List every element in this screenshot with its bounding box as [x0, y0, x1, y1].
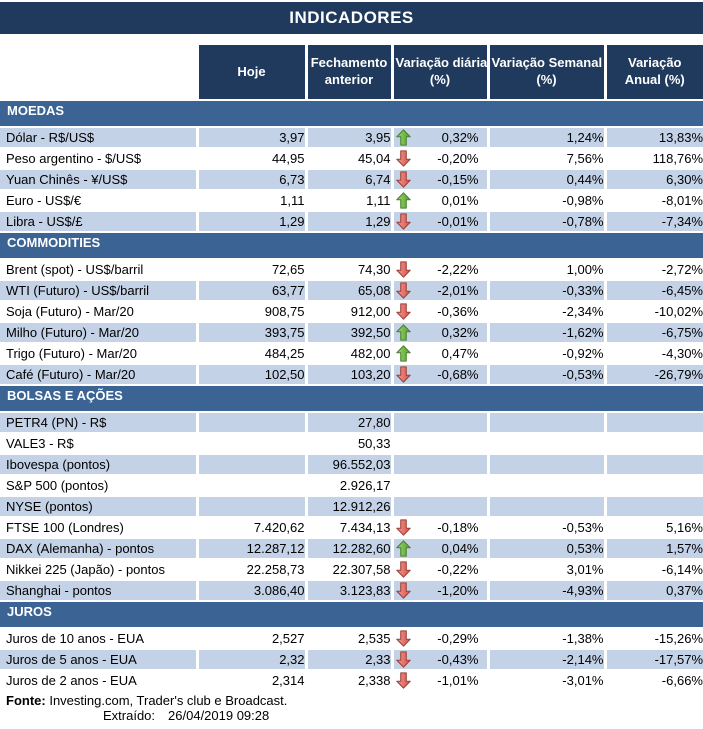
- cell-variacao-anual: 1,57%: [605, 538, 703, 559]
- cell-variacao-anual: 13,83%: [605, 127, 703, 148]
- cell-variacao-diaria: [392, 127, 488, 148]
- table-row: [0, 364, 703, 385]
- cell-variacao-anual: -17,57%: [605, 649, 703, 670]
- table-row: [0, 628, 703, 649]
- cell-variacao-anual: [605, 454, 703, 475]
- cell-hoje: 102,50: [197, 364, 306, 385]
- row-label: Milho (Futuro) - Mar/20: [0, 322, 197, 343]
- row-label: NYSE (pontos): [0, 496, 197, 517]
- title-gap: [0, 34, 703, 45]
- cell-fechamento-anterior: 2,338: [306, 670, 392, 691]
- cell-fechamento-anterior: 2,535: [306, 628, 392, 649]
- indicators-report: [0, 2, 703, 723]
- table-row: [0, 211, 703, 232]
- table-body: [0, 100, 703, 691]
- cell-fechamento-anterior: 3.123,83: [306, 580, 392, 601]
- trend-down-arrow-icon: [396, 672, 412, 689]
- table-row: [0, 412, 703, 433]
- cell-variacao-anual: -6,75%: [605, 322, 703, 343]
- row-label: Juros de 5 anos - EUA: [0, 649, 197, 670]
- trend-up-arrow-icon: [396, 192, 412, 209]
- cell-variacao-anual: -15,26%: [605, 628, 703, 649]
- cell-variacao-anual: [605, 412, 703, 433]
- cell-variacao-semanal: 0,44%: [488, 169, 605, 190]
- footer-extracted-value: 26/04/2019 09:28: [168, 708, 270, 723]
- cell-hoje: 72,65: [197, 259, 306, 280]
- trend-down-arrow-icon: [396, 303, 412, 320]
- row-label: Euro - US$/€: [0, 190, 197, 211]
- section-row-moedas: [0, 100, 703, 127]
- trend-down-arrow-icon: [396, 150, 411, 167]
- variacao-diaria-value: 0,47%: [441, 346, 479, 361]
- trend-up-arrow-icon: [396, 540, 411, 557]
- cell-hoje: 393,75: [197, 322, 306, 343]
- row-label: Juros de 2 anos - EUA: [0, 670, 197, 691]
- trend-up-arrow-icon: [396, 540, 412, 557]
- column-header-blank: [0, 45, 197, 100]
- cell-variacao-diaria: [392, 517, 488, 538]
- section-row-commodities: [0, 232, 703, 259]
- table-row: [0, 496, 703, 517]
- cell-fechamento-anterior: 74,30: [306, 259, 392, 280]
- cell-hoje: 1,11: [197, 190, 306, 211]
- cell-hoje: [197, 454, 306, 475]
- cell-variacao-anual: -7,34%: [605, 211, 703, 232]
- cell-variacao-diaria: [392, 322, 488, 343]
- trend-down-arrow-icon: [396, 630, 411, 647]
- table-row: [0, 301, 703, 322]
- cell-fechamento-anterior: 45,04: [306, 148, 392, 169]
- cell-variacao-diaria: [392, 580, 488, 601]
- cell-variacao-semanal: -2,34%: [488, 301, 605, 322]
- cell-fechamento-anterior: 3,95: [306, 127, 392, 148]
- table-row: [0, 127, 703, 148]
- trend-up-arrow-icon: [396, 129, 412, 146]
- cell-hoje: 6,73: [197, 169, 306, 190]
- column-header-variacao-diaria: Variação diária (%): [392, 45, 488, 100]
- footer-extracted: [0, 708, 703, 723]
- trend-down-arrow-icon: [396, 672, 411, 689]
- trend-down-arrow-icon: [396, 561, 411, 578]
- section-header-bolsas-e-acoes: BOLSAS E AÇÕES: [0, 385, 703, 412]
- cell-variacao-semanal: -0,53%: [488, 517, 605, 538]
- cell-variacao-diaria: [392, 628, 488, 649]
- trend-down-arrow-icon: [396, 282, 411, 299]
- footer-source-text: Investing.com, Trader's club e Broadcast.: [49, 693, 288, 708]
- row-label: Brent (spot) - US$/barril: [0, 259, 197, 280]
- trend-down-arrow-icon: [396, 150, 412, 167]
- cell-hoje: [197, 496, 306, 517]
- cell-fechamento-anterior: 22.307,58: [306, 559, 392, 580]
- cell-fechamento-anterior: 65,08: [306, 280, 392, 301]
- cell-variacao-semanal: -3,01%: [488, 670, 605, 691]
- trend-up-arrow-icon: [396, 324, 411, 341]
- cell-variacao-anual: [605, 433, 703, 454]
- variacao-diaria-value: -2,22%: [437, 262, 479, 277]
- footer: [0, 693, 703, 723]
- cell-fechamento-anterior: 2.926,17: [306, 475, 392, 496]
- trend-up-arrow-icon: [396, 192, 411, 209]
- trend-up-arrow-icon: [396, 129, 411, 146]
- variacao-diaria-value: -0,01%: [437, 214, 479, 229]
- trend-down-arrow-icon: [396, 630, 412, 647]
- cell-fechamento-anterior: 27,80: [306, 412, 392, 433]
- trend-down-arrow-icon: [396, 651, 412, 668]
- cell-hoje: 484,25: [197, 343, 306, 364]
- cell-variacao-semanal: -1,62%: [488, 322, 605, 343]
- cell-variacao-semanal: 1,24%: [488, 127, 605, 148]
- cell-hoje: 2,314: [197, 670, 306, 691]
- row-label: WTI (Futuro) - US$/barril: [0, 280, 197, 301]
- footer-source: [0, 693, 703, 708]
- row-label: Peso argentino - $/US$: [0, 148, 197, 169]
- variacao-diaria-value: -0,18%: [437, 520, 479, 535]
- cell-variacao-anual: 5,16%: [605, 517, 703, 538]
- row-label: Nikkei 225 (Japão) - pontos: [0, 559, 197, 580]
- cell-hoje: 3,97: [197, 127, 306, 148]
- cell-variacao-semanal: 1,00%: [488, 259, 605, 280]
- table-row: [0, 649, 703, 670]
- cell-variacao-semanal: -4,93%: [488, 580, 605, 601]
- cell-hoje: 63,77: [197, 280, 306, 301]
- variacao-diaria-value: 0,01%: [441, 193, 479, 208]
- table-row: [0, 517, 703, 538]
- trend-down-arrow-icon: [396, 261, 411, 278]
- cell-variacao-diaria: [392, 364, 488, 385]
- row-label: Shanghai - pontos: [0, 580, 197, 601]
- table-row: [0, 433, 703, 454]
- cell-hoje: [197, 433, 306, 454]
- cell-variacao-anual: -6,66%: [605, 670, 703, 691]
- trend-down-arrow-icon: [396, 282, 412, 299]
- cell-hoje: [197, 475, 306, 496]
- row-label: Café (Futuro) - Mar/20: [0, 364, 197, 385]
- indicators-table: [0, 45, 703, 692]
- variacao-diaria-value: -0,22%: [437, 562, 479, 577]
- row-label: DAX (Alemanha) - pontos: [0, 538, 197, 559]
- cell-variacao-semanal: -0,92%: [488, 343, 605, 364]
- table-row: [0, 670, 703, 691]
- variacao-diaria-value: -0,29%: [437, 631, 479, 646]
- table-row: [0, 148, 703, 169]
- trend-down-arrow-icon: [396, 519, 411, 536]
- cell-variacao-anual: [605, 475, 703, 496]
- cell-hoje: [197, 412, 306, 433]
- cell-variacao-anual: -8,01%: [605, 190, 703, 211]
- cell-fechamento-anterior: 482,00: [306, 343, 392, 364]
- table-row: [0, 538, 703, 559]
- cell-variacao-anual: -4,30%: [605, 343, 703, 364]
- row-label: PETR4 (PN) - R$: [0, 412, 197, 433]
- section-row-bolsas-e-acoes: [0, 385, 703, 412]
- table-row: [0, 190, 703, 211]
- cell-variacao-diaria: [392, 259, 488, 280]
- trend-down-arrow-icon: [396, 519, 412, 536]
- trend-up-arrow-icon: [396, 345, 411, 362]
- cell-fechamento-anterior: 50,33: [306, 433, 392, 454]
- cell-variacao-semanal: -1,38%: [488, 628, 605, 649]
- cell-variacao-semanal: -0,53%: [488, 364, 605, 385]
- variacao-diaria-value: -0,43%: [437, 652, 479, 667]
- table-row: [0, 580, 703, 601]
- column-header-variacao-semanal: Variação Semanal (%): [488, 45, 605, 100]
- cell-fechamento-anterior: 7.434,13: [306, 517, 392, 538]
- cell-variacao-anual: -26,79%: [605, 364, 703, 385]
- cell-variacao-diaria: [392, 211, 488, 232]
- trend-down-arrow-icon: [396, 366, 412, 383]
- cell-variacao-semanal: 7,56%: [488, 148, 605, 169]
- cell-variacao-diaria: [392, 670, 488, 691]
- section-header-moedas: MOEDAS: [0, 100, 703, 127]
- row-label: S&P 500 (pontos): [0, 475, 197, 496]
- cell-hoje: 22.258,73: [197, 559, 306, 580]
- trend-down-arrow-icon: [396, 582, 411, 599]
- cell-variacao-diaria: [392, 475, 488, 496]
- cell-variacao-anual: [605, 496, 703, 517]
- table-row: [0, 343, 703, 364]
- cell-variacao-semanal: [488, 475, 605, 496]
- trend-down-arrow-icon: [396, 303, 411, 320]
- variacao-diaria-value: 0,32%: [441, 130, 479, 145]
- cell-variacao-semanal: -0,78%: [488, 211, 605, 232]
- column-header-hoje: Hoje: [197, 45, 306, 100]
- cell-hoje: 908,75: [197, 301, 306, 322]
- cell-variacao-anual: -6,45%: [605, 280, 703, 301]
- cell-fechamento-anterior: 96.552,03: [306, 454, 392, 475]
- footer-source-label: Fonte:: [6, 693, 46, 708]
- trend-down-arrow-icon: [396, 171, 411, 188]
- row-label: Juros de 10 anos - EUA: [0, 628, 197, 649]
- cell-fechamento-anterior: 392,50: [306, 322, 392, 343]
- cell-variacao-diaria: [392, 538, 488, 559]
- cell-variacao-semanal: -0,98%: [488, 190, 605, 211]
- trend-down-arrow-icon: [396, 651, 411, 668]
- cell-variacao-diaria: [392, 454, 488, 475]
- cell-variacao-semanal: 0,53%: [488, 538, 605, 559]
- column-header-variacao-anual: Variação Anual (%): [605, 45, 703, 100]
- cell-fechamento-anterior: 103,20: [306, 364, 392, 385]
- table-row: [0, 280, 703, 301]
- table-row: [0, 259, 703, 280]
- section-row-juros: [0, 601, 703, 628]
- variacao-diaria-value: 0,32%: [441, 325, 479, 340]
- cell-variacao-diaria: [392, 169, 488, 190]
- variacao-diaria-value: -2,01%: [437, 283, 479, 298]
- cell-variacao-semanal: [488, 412, 605, 433]
- cell-variacao-diaria: [392, 412, 488, 433]
- row-label: VALE3 - R$: [0, 433, 197, 454]
- trend-down-arrow-icon: [396, 171, 412, 188]
- section-header-juros: JUROS: [0, 601, 703, 628]
- trend-down-arrow-icon: [396, 213, 412, 230]
- table-row: [0, 322, 703, 343]
- variacao-diaria-value: -0,15%: [437, 172, 479, 187]
- row-label: Dólar - R$/US$: [0, 127, 197, 148]
- cell-fechamento-anterior: 1,11: [306, 190, 392, 211]
- trend-down-arrow-icon: [396, 582, 412, 599]
- cell-variacao-anual: 118,76%: [605, 148, 703, 169]
- trend-up-arrow-icon: [396, 324, 412, 341]
- cell-variacao-semanal: [488, 454, 605, 475]
- trend-down-arrow-icon: [396, 213, 411, 230]
- cell-variacao-anual: -10,02%: [605, 301, 703, 322]
- table-row: [0, 475, 703, 496]
- cell-variacao-anual: -2,72%: [605, 259, 703, 280]
- cell-hoje: 7.420,62: [197, 517, 306, 538]
- cell-hoje: 1,29: [197, 211, 306, 232]
- cell-hoje: 2,527: [197, 628, 306, 649]
- cell-variacao-semanal: [488, 496, 605, 517]
- cell-variacao-diaria: [392, 343, 488, 364]
- cell-variacao-semanal: -0,33%: [488, 280, 605, 301]
- row-label: Trigo (Futuro) - Mar/20: [0, 343, 197, 364]
- cell-fechamento-anterior: 12.912,26: [306, 496, 392, 517]
- variacao-diaria-value: -0,68%: [437, 367, 479, 382]
- row-label: Soja (Futuro) - Mar/20: [0, 301, 197, 322]
- cell-variacao-diaria: [392, 148, 488, 169]
- cell-variacao-anual: 0,37%: [605, 580, 703, 601]
- cell-hoje: 44,95: [197, 148, 306, 169]
- variacao-diaria-value: -1,01%: [437, 673, 479, 688]
- variacao-diaria-value: 0,04%: [441, 541, 479, 556]
- cell-variacao-semanal: 3,01%: [488, 559, 605, 580]
- variacao-diaria-value: -0,36%: [437, 304, 479, 319]
- cell-fechamento-anterior: 912,00: [306, 301, 392, 322]
- cell-variacao-diaria: [392, 190, 488, 211]
- footer-extracted-label: Extraído:: [103, 708, 156, 723]
- cell-variacao-diaria: [392, 301, 488, 322]
- cell-hoje: 12.287,12: [197, 538, 306, 559]
- table-row: [0, 559, 703, 580]
- trend-down-arrow-icon: [396, 261, 412, 278]
- cell-variacao-anual: 6,30%: [605, 169, 703, 190]
- trend-down-arrow-icon: [396, 561, 412, 578]
- cell-fechamento-anterior: 2,33: [306, 649, 392, 670]
- table-row: [0, 169, 703, 190]
- column-header-fechamento-anterior: Fechamento anterior: [306, 45, 392, 100]
- section-header-commodities: COMMODITIES: [0, 232, 703, 259]
- trend-up-arrow-icon: [396, 345, 412, 362]
- row-label: Libra - US$/£: [0, 211, 197, 232]
- cell-fechamento-anterior: 12.282,60: [306, 538, 392, 559]
- variacao-diaria-value: -0,20%: [437, 151, 479, 166]
- table-row: [0, 454, 703, 475]
- cell-fechamento-anterior: 1,29: [306, 211, 392, 232]
- cell-fechamento-anterior: 6,74: [306, 169, 392, 190]
- variacao-diaria-value: -1,20%: [437, 583, 479, 598]
- cell-variacao-diaria: [392, 559, 488, 580]
- row-label: Yuan Chinês - ¥/US$: [0, 169, 197, 190]
- cell-variacao-diaria: [392, 433, 488, 454]
- cell-hoje: 2,32: [197, 649, 306, 670]
- column-header-row: [0, 45, 703, 100]
- row-label: Ibovespa (pontos): [0, 454, 197, 475]
- cell-variacao-semanal: [488, 433, 605, 454]
- row-label: FTSE 100 (Londres): [0, 517, 197, 538]
- cell-variacao-diaria: [392, 649, 488, 670]
- cell-hoje: 3.086,40: [197, 580, 306, 601]
- page-title: INDICADORES: [0, 2, 703, 34]
- trend-down-arrow-icon: [396, 366, 411, 383]
- cell-variacao-diaria: [392, 496, 488, 517]
- cell-variacao-semanal: -2,14%: [488, 649, 605, 670]
- cell-variacao-diaria: [392, 280, 488, 301]
- cell-variacao-anual: -6,14%: [605, 559, 703, 580]
